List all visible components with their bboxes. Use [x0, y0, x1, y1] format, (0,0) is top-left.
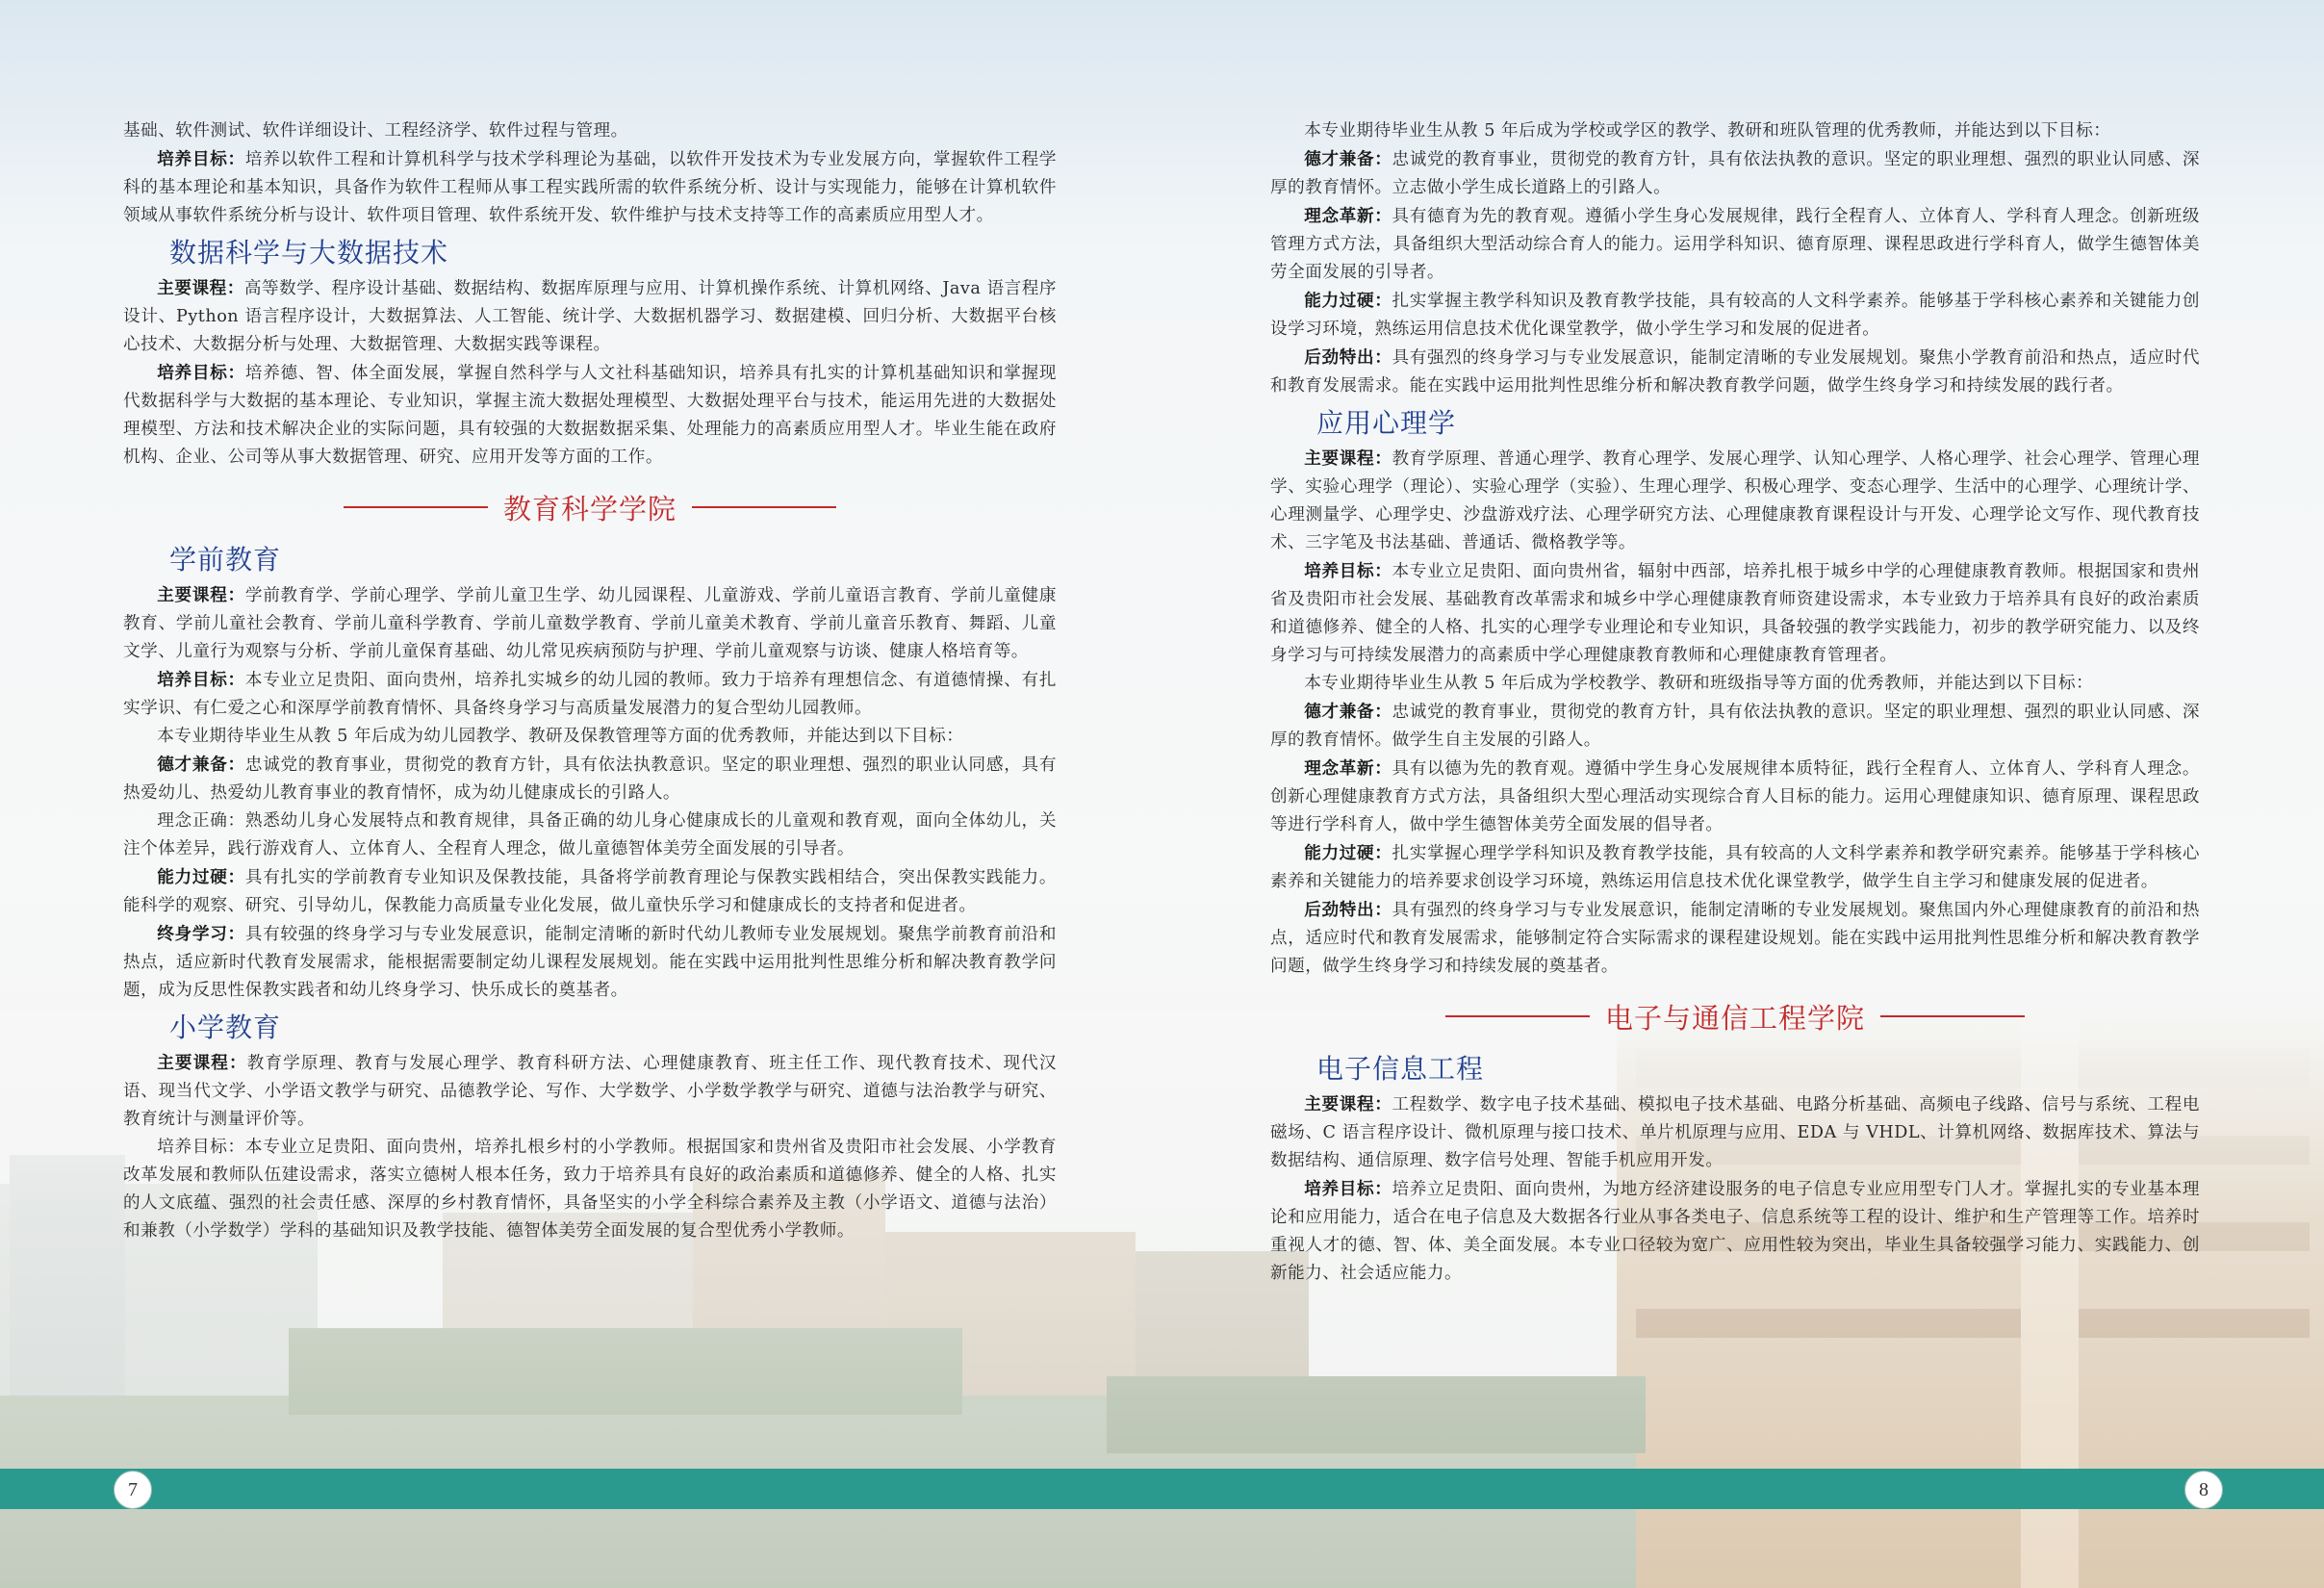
right-page	[1270, 0, 2200, 1463]
label: 主要课程：	[1304, 448, 1392, 469]
label: 主要课程：	[1304, 1094, 1392, 1114]
primary-goal: 培养目标：本专业立足贵阳、面向贵州，培养扎根乡村的小学教师。根据国家和贵州省及贵阳市社会发展、小学教育改革发展和教师队伍建设需求，落实立德树人根本任务，致力于培养具有良好的政治素质和道德修养、健全的人格、扎实的人文底蕴、强烈的社会责任感、深厚的乡村教育情怀，具备坚实的小学全科综合素养及主教（小学语文、道德与法治）和兼教（小学数学）学科的基础知识及教学技能、德智体美劳全面发展的复合型优秀小学教师。	[123, 1138, 1057, 1241]
text: 工程数学、数字电子技术基础、模拟电子技术基础、电路分析基础、高频电子线路、信号与系统、工程电磁场、C 语言程序设计、微机原理与接口技术、单片机原理与应用、EDA 与 VHDL、计算机网络、数据库技术、算法与数据结构、通信原理、数字信号处理、智能手机应用开发。	[1270, 1095, 2200, 1170]
psychology-target-2	[1270, 755, 2200, 839]
label: 能力过硬：	[1304, 843, 1392, 863]
psychology-courses	[1270, 445, 2200, 557]
divider-line	[344, 506, 488, 508]
primary-expectation: 本专业期待毕业生从教 5 年后成为学校或学区的教学、教研和班队管理的优秀教师，并能达到以下目标：	[1304, 121, 2111, 141]
major-heading-data-science: 数据科学与大数据技术	[169, 237, 449, 269]
ee-courses	[1270, 1090, 2200, 1175]
text: 扎实掌握主教学科知识及教育教学技能，具有较高的人文科学素养。能够基于学科核心素养和关键能力创设学习环境，熟练运用信息技术优化课堂教学，做小学生学习和发展的促进者。	[1270, 292, 2200, 339]
primary-target-3	[1270, 287, 2200, 344]
data-goal	[123, 359, 1057, 472]
text: 培养立足贵阳、面向贵州，为地方经济建设服务的电子信息专业应用型专门人才。掌握扎实的专业基本理论和应用能力，适合在电子信息及大数据各行业从事各类电子、信息系统等工程的设计、维护和生产管理等工作。培养时重视人才的德、智、体、美全面发展。本专业口径较为宽广、应用性较为突出，毕业生具备较强学习能力、实践能力、创新能力、社会适应能力。	[1270, 1180, 2200, 1283]
psychology-target-1	[1270, 698, 2200, 755]
label: 能力过硬：	[157, 867, 245, 887]
text: 教育学原理、教育与发展心理学、教育科研方法、心理健康教育、班主任工作、现代教育技术、现代汉语、现当代文学、小学语文教学与研究、品德教学论、写作、大学数学、小学数学教学与研究、道德与法治教学与研究、教育统计与测量评价等。	[123, 1054, 1057, 1129]
label: 培养目标：	[1304, 561, 1392, 581]
major-heading-electronic-info: 电子信息工程	[1316, 1053, 1485, 1085]
text: 忠诚党的教育事业，贯彻党的教育方针，具有依法执教意识。坚定的职业理想、强烈的职业认同感，具有热爱幼儿、热爱幼儿教育事业的教育情怀，成为幼儿健康成长的引路人。	[123, 756, 1057, 803]
text: 具有以德为先的教育观。遵循中学生身心发展规律本质特征，践行全程育人、立体育人、学科育人理念。创新心理健康教育方式方法，具备组织大型心理活动实现综合育人目标的能力。运用心理健康知识、德育原理、课程思政等进行学科育人，做中学生德智体美劳全面发展的倡导者。	[1270, 759, 2200, 834]
label: 德才兼备：	[1304, 702, 1392, 722]
page-number-right: 8	[2184, 1471, 2223, 1509]
preschool-courses	[123, 581, 1057, 666]
label: 主要课程：	[157, 585, 245, 605]
college-title: 电子与通信工程学院	[1604, 1001, 1865, 1035]
data-courses	[123, 274, 1057, 359]
page-number-left: 7	[114, 1471, 152, 1509]
label: 培养目标：	[157, 363, 245, 383]
text: 本专业立足贵阳、面向贵州，培养扎实城乡的幼儿园的教师。致力于培养有理想信念、有道德情操、有扎实学识、有仁爱之心和深厚学前教育情怀、具备终身学习与高质量发展潜力的复合型幼儿园教师。	[123, 671, 1057, 718]
primary-courses	[123, 1049, 1057, 1134]
footer-band	[0, 1469, 2324, 1509]
label: 终身学习：	[157, 924, 245, 944]
label: 理念革新：	[1304, 206, 1392, 226]
text: 具有较强的终身学习与专业发展意识，能制定清晰的新时代幼儿教师专业发展规划。聚焦学前教育前沿和热点，适应新时代教育发展需求，能根据需要制定幼儿课程发展规划。能在实践中运用批判性思维分析和解决教育教学问题，成为反思性保教实践者和幼儿终身学习、快乐成长的奠基者。	[123, 925, 1057, 1000]
text: 学前教育学、学前心理学、学前儿童卫生学、幼儿园课程、儿童游戏、学前儿童语言教育、学前儿童健康教育、学前儿童社会教育、学前儿童科学教育、学前儿童数学教育、学前儿童美术教育、学前儿童音乐教育、舞蹈、儿童文学、儿童行为观察与分析、学前儿童保育基础、幼儿常见疾病预防与护理、学前儿童观察与访谈、健康人格培育等。	[123, 586, 1057, 661]
preschool-target-3	[123, 863, 1057, 920]
label: 培养目标：	[157, 149, 245, 169]
psychology-expectation: 本专业期待毕业生从教 5 年后成为学校教学、教研和班级指导等方面的优秀教师，并能达到以下目标：	[1304, 674, 2094, 693]
major-heading-preschool: 学前教育	[169, 544, 282, 576]
left-page	[123, 0, 1057, 1463]
label: 理念革新：	[1304, 758, 1392, 779]
text: 高等数学、程序设计基础、数据结构、数据库原理与应用、计算机操作系统、计算机网络、Java 语言程序设计、Python 语言程序设计，大数据算法、人工智能、统计学、大数据机器学习、数据建模、回归分析、大数据平台核心技术、大数据分析与处理、大数据管理、大数据实践等课程。	[123, 279, 1057, 354]
label: 主要课程：	[157, 1053, 247, 1073]
text: 具有强烈的终身学习与专业发展意识，能制定清晰的专业发展规划。聚焦国内外心理健康教育的前沿和热点，适应时代和教育发展需求，能够制定符合实际需求的课程建设规划。能在实践中运用批判性思维分析和解决教育教学问题，做学生终身学习和持续发展的奠基者。	[1270, 901, 2200, 976]
preschool-goal	[123, 666, 1057, 723]
college-banner-education	[123, 481, 1057, 533]
divider-line	[692, 506, 836, 508]
text: 本专业立足贵阳、面向贵州省，辐射中西部，培养扎根于城乡中学的心理健康教育教师。根据国家和贵州省及贵阳市社会发展、基础教育改革需求和城乡中学心理健康教育师资建设需求，本专业致力于培养具有良好的政治素质和道德修养、健全的人格、扎实的心理学专业理论和专业知识，具备较强的教学实践能力，初步的教学研究能力、以及终身学习与可持续发展潜力的高素质中学心理健康教育教师和心理健康教育管理者。	[1270, 562, 2200, 665]
primary-target-4	[1270, 344, 2200, 400]
software-courses-tail: 基础、软件测试、软件详细设计、工程经济学、软件过程与管理。	[123, 121, 628, 141]
preschool-expectation: 本专业期待毕业生从教 5 年后成为幼儿园教学、教研及保教管理等方面的优秀教师，并能达到以下目标：	[157, 727, 964, 746]
major-heading-psychology: 应用心理学	[1316, 407, 1457, 439]
primary-target-2	[1270, 202, 2200, 287]
preschool-target-1	[123, 751, 1057, 807]
text: 教育学原理、普通心理学、教育心理学、发展心理学、认知心理学、人格心理学、社会心理学、管理心理学、实验心理学（理论）、实验心理学（实验）、生理心理学、积极心理学、变态心理学、生活中的心理学、心理统计学、心理测量学、心理学史、沙盘游戏疗法、心理学研究方法、心理健康教育课程设计与开发、心理学论文写作、现代教育技术、三字笔及书法基础、普通话、微格教学等。	[1270, 449, 2200, 552]
preschool-target-2: 理念正确：熟悉幼儿身心发展特点和教育规律，具备正确的幼儿身心健康成长的儿童观和教育观，面向全体幼儿，关注个体差异，践行游戏育人、立体育人、全程育人理念，做儿童德智体美劳全面发展的引导者。	[123, 811, 1057, 858]
college-banner-electronics	[1270, 990, 2200, 1042]
label: 德才兼备：	[1304, 149, 1392, 169]
label: 主要课程：	[157, 278, 244, 298]
primary-target-1	[1270, 145, 2200, 202]
psychology-goal	[1270, 557, 2200, 670]
college-title: 教育科学学院	[502, 492, 677, 525]
text: 培养德、智、体全面发展，掌握自然科学与人文社科基础知识，培养具有扎实的计算机基础知识和掌握现代数据科学与大数据的基本理论、专业知识，掌握主流大数据处理模型、大数据处理平台与技术，能运用先进的大数据处理模型、方法和技术解决企业的实际问题，具有较强的大数据数据采集、处理能力的高素质应用型人才。毕业生能在政府机构、企业、公司等从事大数据管理、研究、应用开发等方面的工作。	[123, 364, 1057, 467]
label: 后劲特出：	[1304, 900, 1392, 920]
divider-line	[1880, 1015, 2025, 1017]
label: 培养目标：	[1304, 1179, 1392, 1199]
ee-goal	[1270, 1175, 2200, 1288]
preschool-target-4	[123, 920, 1057, 1005]
text: 培养以软件工程和计算机科学与技术学科理论为基础，以软件开发技术为专业发展方向，掌握软件工程学科的基本理论和基本知识，具备作为软件工程师从事工程实践所需的软件系统分析、设计与实现能力，能够在计算机软件领域从事软件系统分析与设计、软件项目管理、软件系统开发、软件维护与技术支持等工作的高素质应用型人才。	[123, 150, 1057, 225]
text: 具有德育为先的教育观。遵循小学生身心发展规律，践行全程育人、立体育人、学科育人理念。创新班级管理方式方法，具备组织大型活动综合育人的能力。运用学科知识、德育原理、课程思政进行学科育人，做学生德智体美劳全面发展的引导者。	[1270, 207, 2200, 282]
label: 德才兼备：	[157, 755, 245, 775]
left-column	[123, 117, 1057, 1245]
psychology-target-4	[1270, 896, 2200, 981]
text: 扎实掌握心理学学科知识及教育教学技能，具有较高的人文科学素养和教学研究素养。能够基于学科核心素养和关键能力的培养要求创设学习环境，熟练运用信息技术优化课堂教学，做学生自主学习和健康发展的促进者。	[1270, 844, 2200, 891]
text: 忠诚党的教育事业，贯彻党的教育方针，具有依法执教的意识。坚定的职业理想、强烈的职业认同感、深厚的教育情怀。做学生自主发展的引路人。	[1270, 703, 2200, 750]
text: 具有扎实的学前教育专业知识及保教技能，具备将学前教育理论与保教实践相结合，突出保教实践能力。能科学的观察、研究、引导幼儿，保教能力高质量专业化发展，做儿童快乐学习和健康成长的支持者和促进者。	[123, 868, 1057, 915]
right-column	[1270, 117, 2200, 1288]
text: 具有强烈的终身学习与专业发展意识，能制定清晰的专业发展规划。聚焦小学教育前沿和热点，适应时代和教育发展需求。能在实践中运用批判性思维分析和解决教育教学问题，做学生终身学习和持续发展的践行者。	[1270, 348, 2200, 396]
text: 忠诚党的教育事业，贯彻党的教育方针，具有依法执教的意识。坚定的职业理想、强烈的职业认同感、深厚的教育情怀。立志做小学生成长道路上的引路人。	[1270, 150, 2200, 197]
major-heading-primary: 小学教育	[169, 1012, 282, 1043]
software-goal	[123, 145, 1057, 230]
label: 培养目标：	[157, 670, 245, 690]
label: 能力过硬：	[1304, 291, 1392, 311]
label: 后劲特出：	[1304, 347, 1392, 368]
divider-line	[1445, 1015, 1590, 1017]
psychology-target-3	[1270, 839, 2200, 896]
